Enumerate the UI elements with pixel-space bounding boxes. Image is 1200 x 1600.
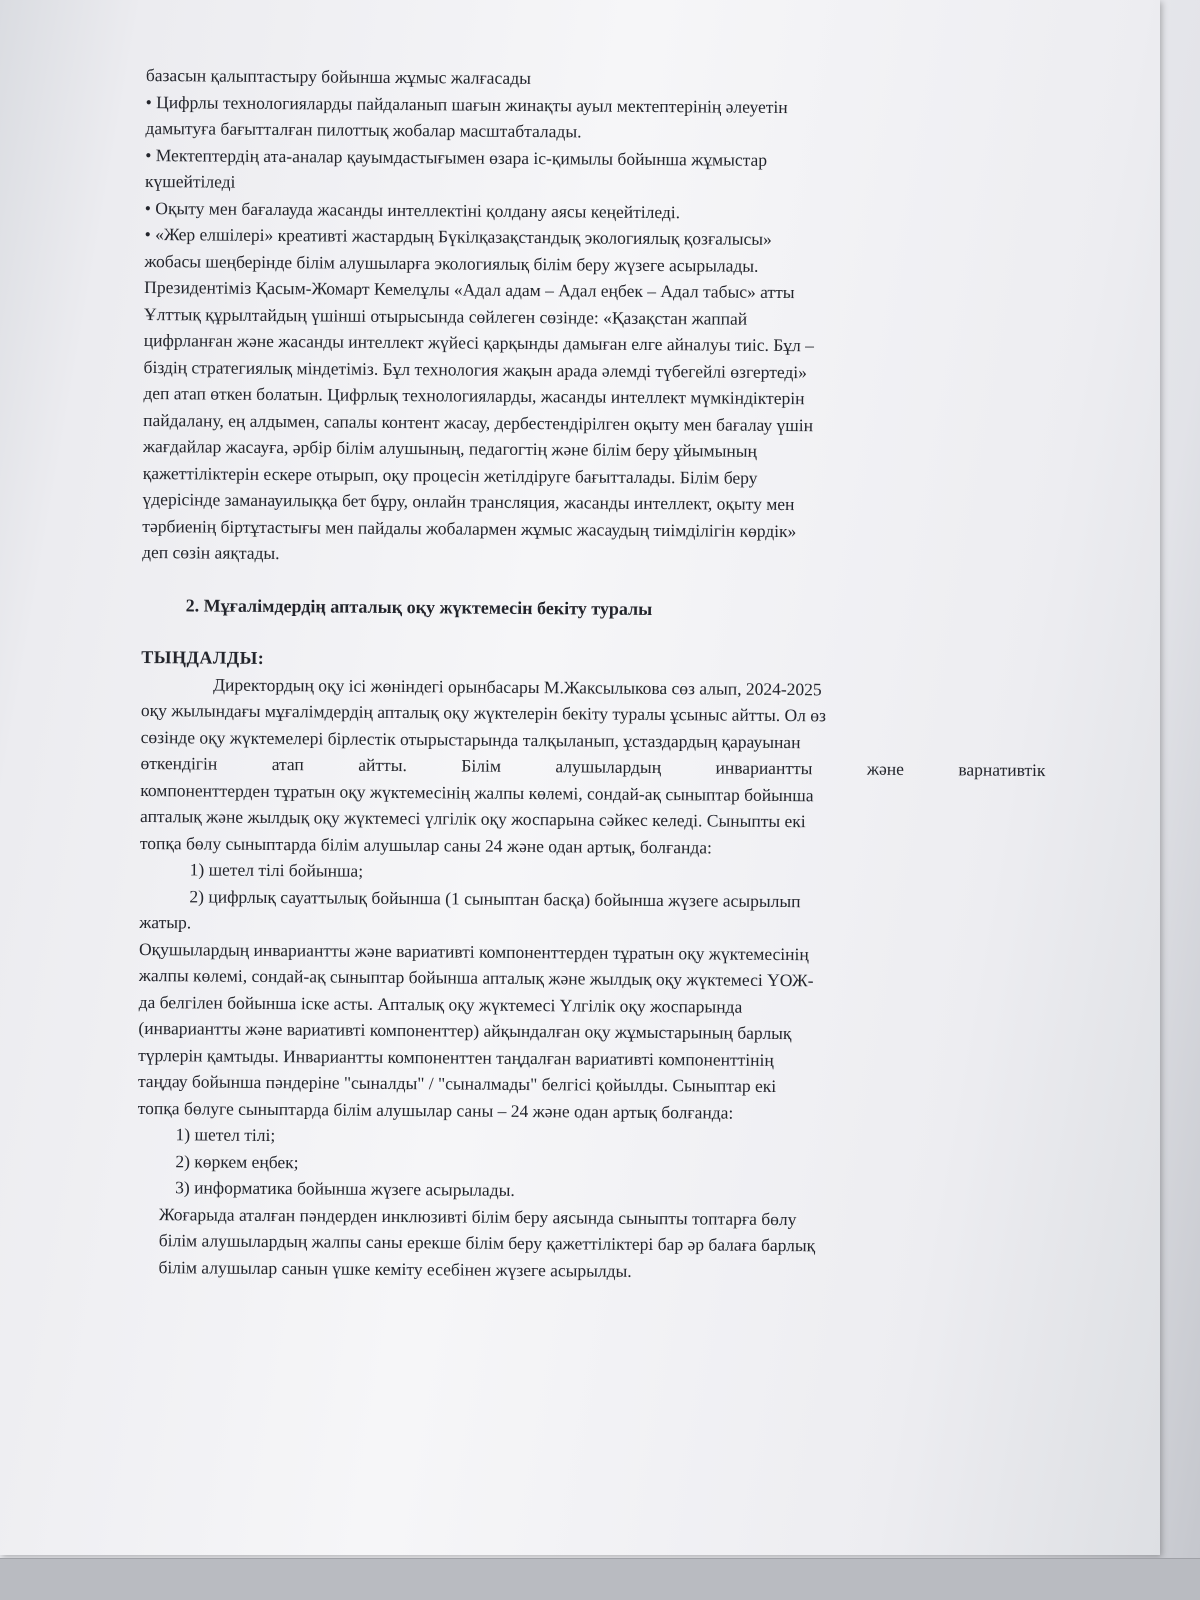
text-line: деп атап өткен болатын. Цифрлық технологияларды, жасанды интеллект мүмкіндіктерін — [143, 382, 805, 409]
text-line: білім алушылардың жалпы саны ерекше білім беру қажеттіліктері бар әр балаға барлық — [158, 1230, 816, 1256]
text-line: Жоғарыда аталған пәндерден инклюзивті білім беру аясында сыныпты топтарға бөлу — [158, 1203, 797, 1229]
text-line: топқа бөлуге сыныптарда білім алушылар саны – 24 және одан артық болғанда: — [137, 1097, 734, 1123]
text-line: өткендігін атап айтты. Білім алушылардың инвариантты және варнативтік — [140, 752, 1046, 781]
document-body — [136, 62, 1051, 1287]
text-line: базасын қалыптастыру бойынша жұмыс жалғасады — [145, 64, 531, 89]
heard-label: ТЫҢДАЛДЫ: — [141, 646, 265, 668]
text-line: апталық және жылдық оқу жүктемесі үлгілік оқу жоспарына сәйкес келеді. Сыныпты екі — [139, 805, 806, 832]
text-line: да белгілен бойынша іске асты. Апталық оқу жүктемесі Үлгілік оқу жоспарында — [138, 991, 743, 1017]
text-line: жағдайлар жасауға, әрбір білім алушының, педагогтің және білім беру ұйымының — [142, 435, 757, 461]
text-line: деп сөзін аяқтады. — [142, 541, 280, 564]
text-line: Директордың оқу ісі жөніндегі орынбасары М.Жаксылыкова сөз алып, 2024-2025 — [213, 674, 822, 699]
list-item: 3) информатика бойынша жүзеге асырылады. — [175, 1177, 515, 1200]
text-line: Президентіміз Қасым-Жомарт Кемелұлы «Адал адам – Адал еңбек – Адал табыс» атты — [144, 276, 795, 303]
text-line: үдерісінде заманауилыққа бет бұру, онлайн трансляция, жасанды интеллект, оқыту мен — [142, 488, 795, 515]
bullet-line: • Оқыту мен бағалауда жасанды интеллектіні қолдану аясы кеңейтіледі. — [144, 197, 681, 222]
text-line: дамытуға бағытталған пилоттық жобалар масштабталады. — [145, 117, 582, 142]
text-line: біздің стратегиялық міндетіміз. Бұл технология жақын арада әлемді түбегейлі өзгертеді» — [143, 356, 808, 382]
list-item: 1) шетел тілі; — [175, 1124, 276, 1146]
next-page-edge — [0, 1558, 1200, 1600]
text-line: таңдау бойынша пәндеріне "сыналды" / "сыналмады" белгісі қойылды. Сыныптар екі — [137, 1070, 777, 1096]
text-line: күшейтіледі — [144, 170, 236, 192]
text-line: жобасы шеңберінде білім алушыларға экологиялық білім беру жүзеге асырылады. — [144, 250, 759, 276]
text-line: компоненттерден тұратын оқу жүктемесінің жалпы көлемі, сондай-ақ сыныптар бойынша — [140, 779, 814, 805]
text-line: Оқушылардың инвариантты және вариативті компоненттерден тұратын оқу жүктемесінің — [138, 938, 809, 964]
text-line: сөзінде оқу жүктемелері бірлестік отырыстарында талқыланып, ұстаздардың қарауынан — [140, 726, 801, 752]
text-line: тәрбиенің біртұтастығы мен пайдалы жобалармен жұмыс жасаудың тиімділігін көрдік» — [142, 515, 797, 541]
text-line: пайдалану, ең алдымен, сапалы контент жасау, дербестендірілген оқыту мен бағалау үшін — [143, 409, 814, 435]
text-line: білім алушылар санын үшке кеміту есебінен жүзеге асырылды. — [158, 1256, 632, 1281]
text-line: (инвариантты және вариативті компоненттер) айқындалған оқу жұмыстарының барлық — [138, 1017, 792, 1044]
list-item: 2) көркем еңбек; — [175, 1150, 299, 1172]
bullet-line: • «Жер елшілері» креативті жастардың Бүкілқазақстандық экологиялық қозғалысы» — [144, 223, 772, 249]
text-line: жатыр. — [139, 911, 192, 933]
text-line: жалпы көлемі, сондай-ақ сыныптар бойынша апталық және жылдық оқу жүктемесі ҮОЖ- — [138, 964, 814, 991]
text-line: оқу жылындағы мұғалімдердің апталық оқу жүктелерін бекіту туралы ұсыныс айтты. Ол өз — [140, 699, 827, 726]
list-item: 1) шетел тілі бойынша; — [189, 859, 364, 881]
text-line: топқа бөлу сыныптарда білім алушылар саны 24 және одан артық, болғанда: — [139, 832, 712, 857]
text-line: цифрланған және жасанды интеллект жүйесі қарқынды дамыған елге айналуы тиіс. Бұл – — [143, 329, 815, 356]
list-item: 2) цифрлық сауаттылық бойынша (1 сыныптан басқа) бойынша жүзеге асырылып — [189, 885, 801, 911]
section-heading: 2. Мұғалімдердің апталық оқу жүктемесін бекіту туралы — [185, 594, 653, 619]
text-line: қажеттіліктерін ескере отырып, оқу процесін жетілдіруге бағытталады. Білім беру — [142, 462, 758, 488]
text-line: түрлерін қамтыды. Инвариантты компоненттен таңдалған вариативті компоненттінің — [138, 1044, 774, 1070]
bullet-line: • Мектептердің ата-аналар қауымдастығымен өзара іс-қимылы бойынша жұмыстар — [145, 144, 768, 170]
text-line: Ұлттық құрылтайдың үшінші отырысында сөйлеген сөзінде: «Қазақстан жаппай — [143, 303, 748, 329]
bullet-line: • Цифрлы технологияларды пайдаланып шағын жинақты ауыл мектептерінің әлеуетін — [145, 91, 788, 117]
